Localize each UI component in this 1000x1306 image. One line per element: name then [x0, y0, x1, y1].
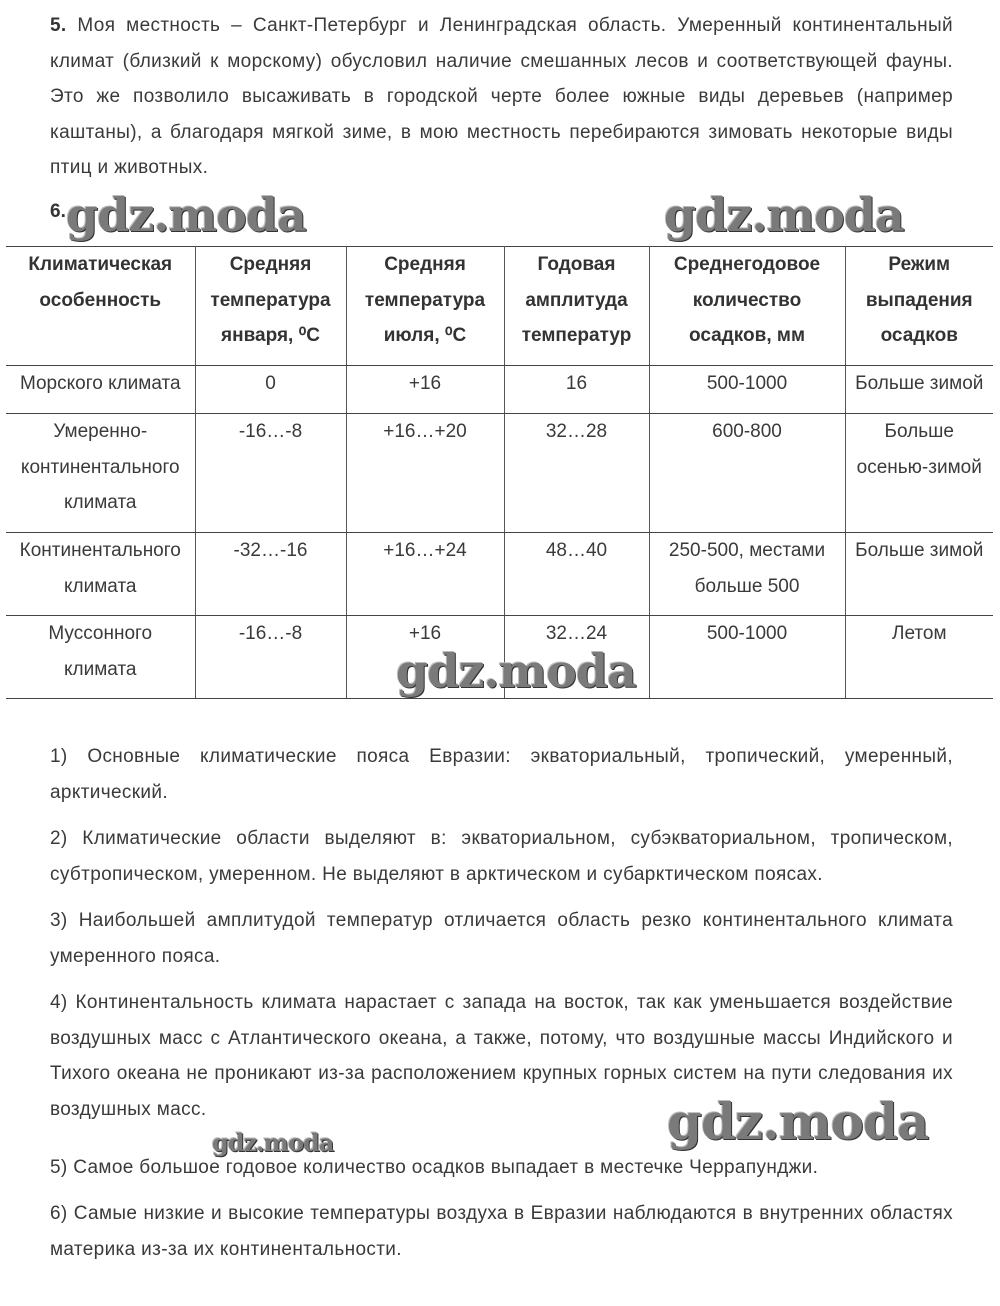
header-july-temp: Средняя температура июля, ⁰С: [346, 247, 504, 366]
table-cell: 500-1000: [649, 366, 845, 414]
table-row: [6, 533, 993, 616]
watermark-logo: gdz.moda: [664, 188, 904, 242]
section-5-paragraph: [50, 8, 953, 186]
table-cell: 32…24: [504, 616, 649, 699]
header-annual-amplitude: Годовая амплитуда температур: [504, 247, 649, 366]
header-precipitation-regime: Режим выпадения осадков: [845, 247, 993, 366]
section-5-text: Моя местность – Санкт-Петербург и Ленинградская область. Умеренный континентальный климат (близкий к морскому) обусловил наличие смешанных лесов и соответствующей фауны. Это же позволило высаживать в городской черте более южные виды деревьев (например каштаны), а благодаря мягкой зиме, в мою местность перебираются зимовать некоторые виды птиц и животных.: [50, 15, 953, 179]
answer-2: 2) Климатические области выделяют в: экваториальном, субэкваториальном, тропическом, субтропическом, умеренном. Не выделяют в арктическом и субарктическом поясах.: [50, 828, 953, 885]
table-cell: Умеренно-континентального климата: [6, 414, 195, 533]
table-cell: 250-500, местами больше 500: [649, 533, 845, 616]
watermark-logo: gdz.moda: [667, 1092, 929, 1151]
watermark-logo: gdz.moda: [66, 188, 306, 242]
table-cell: 0: [195, 366, 346, 414]
table-cell: 48…40: [504, 533, 649, 616]
table-cell: 500-1000: [649, 616, 845, 699]
table-cell: -16…-8: [195, 616, 346, 699]
table-cell: 600-800: [649, 414, 845, 533]
header-annual-precipitation: Среднегодовое количество осадков, мм: [649, 247, 845, 366]
climate-table: [6, 246, 993, 699]
table-row: [6, 414, 993, 533]
table-cell: -16…-8: [195, 414, 346, 533]
table-cell: +16…+20: [346, 414, 504, 533]
answer-4: 4) Континентальность климата нарастает с запада на восток, так как уменьшается воздействие воздушных масс с Атлантического океана, а также, потому, что воздушные массы Индийского и Тихого океана не проникают из-за расположением крупных горных систем на пути следования их воздушных масс.: [50, 992, 953, 1120]
table-cell: Больше зимой: [845, 366, 993, 414]
section-6-number: 6.: [50, 201, 66, 222]
answer-1: 1) Основные климатические пояса Евразии: экваториальный, тропический, умеренный, арктический.: [50, 746, 953, 803]
table-cell: Летом: [845, 616, 993, 699]
table-cell: Больше осенью-зимой: [845, 414, 993, 533]
table-cell: 32…28: [504, 414, 649, 533]
answer-3: 3) Наибольшей амплитудой температур отличается область резко континентального климата умеренного пояса.: [50, 910, 953, 967]
table-cell: -32…-16: [195, 533, 346, 616]
table-cell: Муссонного климата: [6, 616, 195, 699]
answer-5: 5) Самое большое годовое количество осадков выпадает в местечке Черрапунджи.: [50, 1157, 819, 1178]
table-cell: +16: [346, 366, 504, 414]
table-cell: Морского климата: [6, 366, 195, 414]
table-cell: Континентального климата: [6, 533, 195, 616]
header-january-temp: Средняя температура января, ⁰С: [195, 247, 346, 366]
header-climate-feature: Климатическая особенность: [6, 247, 195, 366]
table-header-row: [6, 247, 993, 366]
table-cell: +16…+24: [346, 533, 504, 616]
table-row: [6, 366, 993, 414]
watermark-logo: gdz.moda: [396, 644, 636, 698]
table-cell: 16: [504, 366, 649, 414]
section-5-number: 5.: [50, 15, 67, 36]
table-cell: +16: [346, 616, 504, 699]
answer-6: 6) Самые низкие и высокие температуры воздуха в Евразии наблюдаются в внутренних областях материка из-за их континентальности.: [50, 1203, 953, 1260]
watermark-logo: gdz.moda: [212, 1128, 334, 1157]
table-cell: Больше зимой: [845, 533, 993, 616]
